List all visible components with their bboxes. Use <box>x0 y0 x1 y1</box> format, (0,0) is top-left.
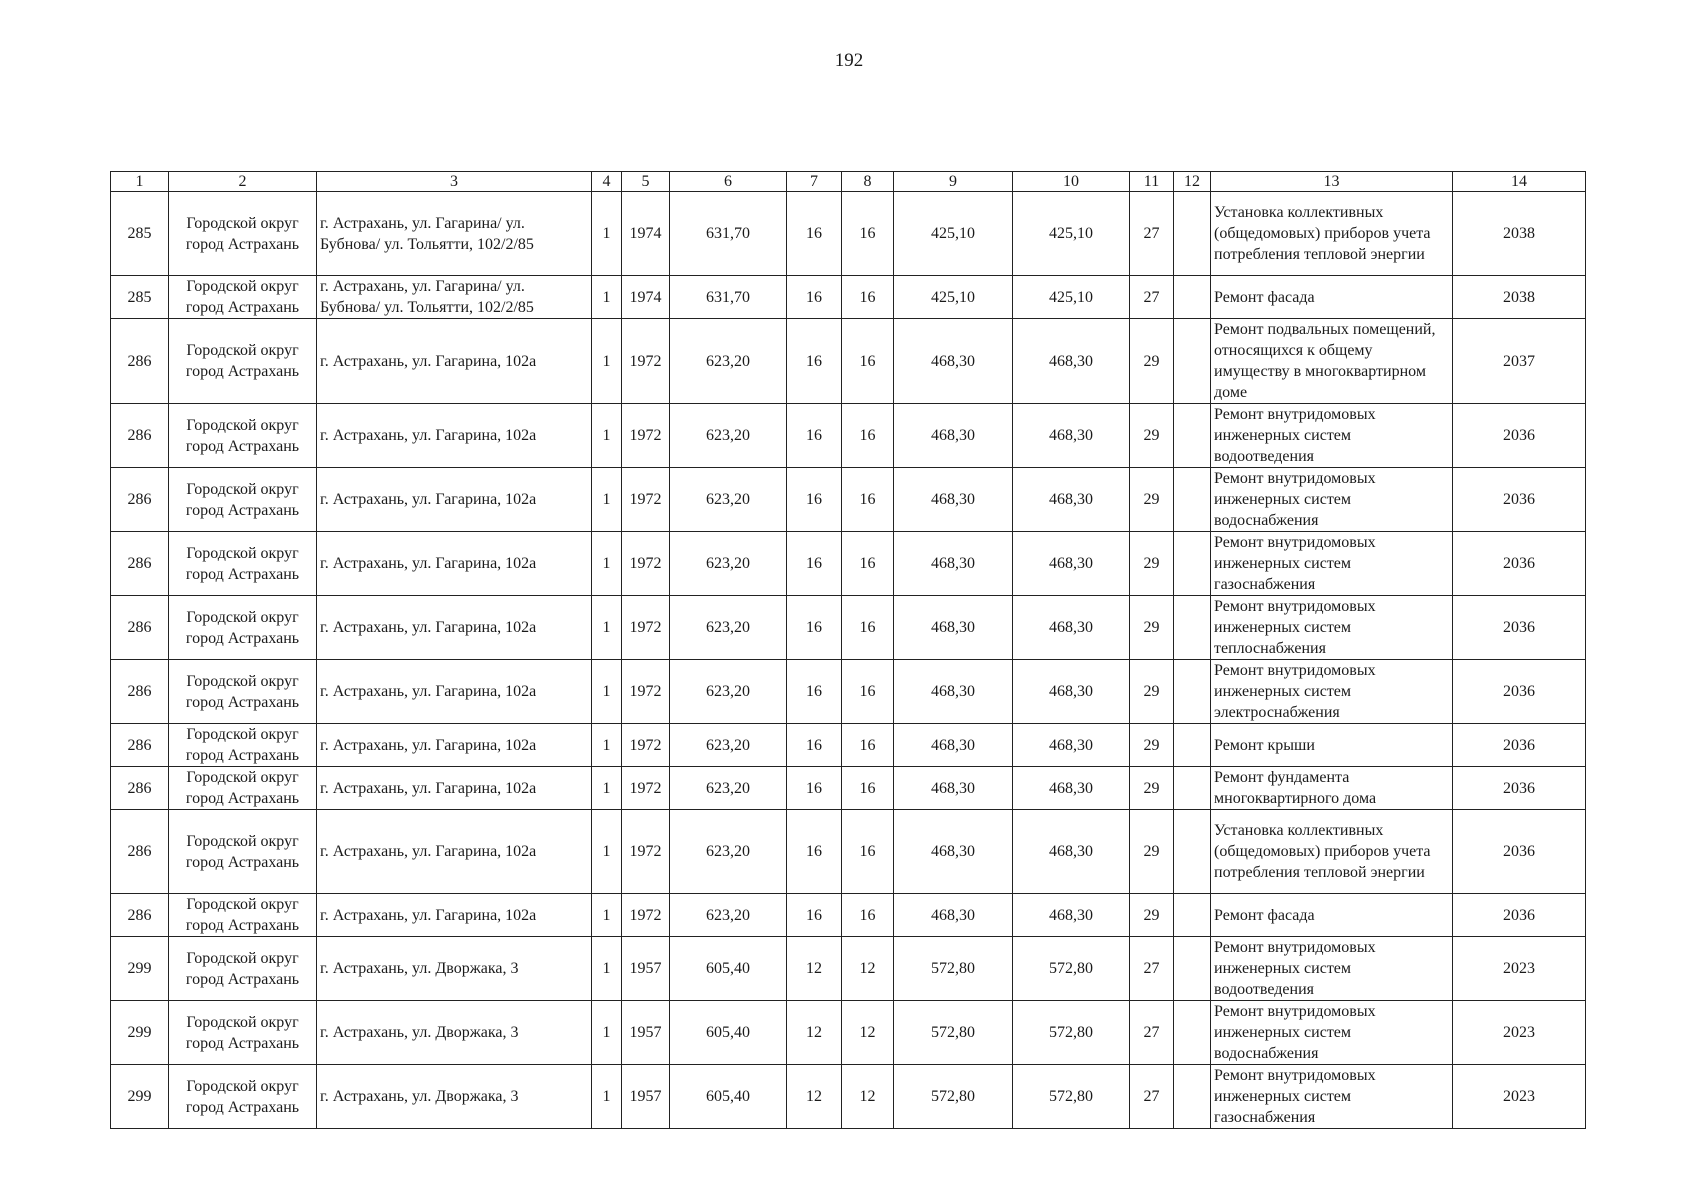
cell-work-type: Установка коллективных (общедомовых) приборов учета потребления тепловой энергии <box>1211 810 1453 894</box>
cell-residents: 29 <box>1130 724 1174 767</box>
cell-work-type: Ремонт фасада <box>1211 894 1453 937</box>
cell-planned-year: 2036 <box>1453 767 1586 810</box>
cell-living-area-owned: 468,30 <box>1013 660 1130 724</box>
cell-residents: 27 <box>1130 1001 1174 1065</box>
cell-extra <box>1174 319 1211 404</box>
cell-extra <box>1174 276 1211 319</box>
cell-living-area-owned: 425,10 <box>1013 192 1130 276</box>
cell-count: 1 <box>592 276 622 319</box>
cell-living-area: 468,30 <box>894 894 1013 937</box>
cell-planned-year: 2036 <box>1453 596 1586 660</box>
cell-address: г. Астрахань, ул. Дворжака, 3 <box>317 1065 592 1129</box>
cell-work-type: Ремонт внутридомовых инженерных систем водоотведения <box>1211 937 1453 1001</box>
cell-total-area: 623,20 <box>670 767 787 810</box>
cell-address: г. Астрахань, ул. Гагарина, 102а <box>317 660 592 724</box>
cell-residents: 27 <box>1130 937 1174 1001</box>
cell-extra <box>1174 532 1211 596</box>
cell-planned-year: 2036 <box>1453 660 1586 724</box>
cell-work-type: Ремонт внутридомовых инженерных систем водоснабжения <box>1211 468 1453 532</box>
column-header-4: 4 <box>592 172 622 192</box>
cell-total-area: 631,70 <box>670 276 787 319</box>
cell-year-built: 1974 <box>622 192 670 276</box>
cell-row-number: 286 <box>111 319 169 404</box>
cell-year-built: 1972 <box>622 660 670 724</box>
cell-living-area: 572,80 <box>894 1001 1013 1065</box>
cell-count: 1 <box>592 724 622 767</box>
cell-row-number: 286 <box>111 404 169 468</box>
cell-address: г. Астрахань, ул. Гагарина, 102а <box>317 894 592 937</box>
cell-living-area: 572,80 <box>894 937 1013 1001</box>
cell-floors-max: 12 <box>787 937 842 1001</box>
cell-floors-min: 16 <box>842 276 894 319</box>
cell-row-number: 286 <box>111 532 169 596</box>
table-row <box>111 1001 1586 1065</box>
table-row <box>111 468 1586 532</box>
cell-living-area-owned: 468,30 <box>1013 404 1130 468</box>
cell-municipality: Городской округ город Астрахань <box>169 404 317 468</box>
cell-municipality: Городской округ город Астрахань <box>169 810 317 894</box>
cell-living-area: 468,30 <box>894 319 1013 404</box>
cell-floors-max: 16 <box>787 319 842 404</box>
cell-extra <box>1174 1065 1211 1129</box>
cell-planned-year: 2023 <box>1453 1065 1586 1129</box>
cell-residents: 29 <box>1130 596 1174 660</box>
cell-work-type: Установка коллективных (общедомовых) приборов учета потребления тепловой энергии <box>1211 192 1453 276</box>
cell-row-number: 286 <box>111 724 169 767</box>
column-header-6: 6 <box>670 172 787 192</box>
column-header-12: 12 <box>1174 172 1211 192</box>
table-row <box>111 937 1586 1001</box>
cell-municipality: Городской округ город Астрахань <box>169 767 317 810</box>
cell-count: 1 <box>592 660 622 724</box>
table-row <box>111 660 1586 724</box>
cell-extra <box>1174 404 1211 468</box>
cell-count: 1 <box>592 894 622 937</box>
cell-count: 1 <box>592 767 622 810</box>
cell-planned-year: 2036 <box>1453 468 1586 532</box>
cell-planned-year: 2036 <box>1453 894 1586 937</box>
cell-total-area: 623,20 <box>670 810 787 894</box>
capital-repair-table <box>110 171 1586 1129</box>
cell-residents: 27 <box>1130 1065 1174 1129</box>
cell-work-type: Ремонт фундамента многоквартирного дома <box>1211 767 1453 810</box>
cell-planned-year: 2038 <box>1453 276 1586 319</box>
cell-living-area: 468,30 <box>894 404 1013 468</box>
cell-municipality: Городской округ город Астрахань <box>169 532 317 596</box>
cell-living-area: 572,80 <box>894 1065 1013 1129</box>
cell-work-type: Ремонт крыши <box>1211 724 1453 767</box>
table-row <box>111 596 1586 660</box>
cell-total-area: 623,20 <box>670 319 787 404</box>
cell-address: г. Астрахань, ул. Гагарина, 102а <box>317 404 592 468</box>
cell-work-type: Ремонт внутридомовых инженерных систем газоснабжения <box>1211 532 1453 596</box>
column-header-13: 13 <box>1211 172 1453 192</box>
cell-floors-min: 16 <box>842 532 894 596</box>
cell-living-area-owned: 468,30 <box>1013 894 1130 937</box>
cell-living-area: 468,30 <box>894 810 1013 894</box>
table-row <box>111 532 1586 596</box>
cell-floors-min: 12 <box>842 937 894 1001</box>
table-row <box>111 767 1586 810</box>
cell-row-number: 286 <box>111 660 169 724</box>
cell-row-number: 299 <box>111 937 169 1001</box>
cell-work-type: Ремонт внутридомовых инженерных систем электроснабжения <box>1211 660 1453 724</box>
cell-address: г. Астрахань, ул. Гагарина, 102а <box>317 468 592 532</box>
column-header-9: 9 <box>894 172 1013 192</box>
cell-count: 1 <box>592 404 622 468</box>
table-row <box>111 1065 1586 1129</box>
cell-year-built: 1957 <box>622 937 670 1001</box>
cell-total-area: 623,20 <box>670 894 787 937</box>
cell-residents: 29 <box>1130 660 1174 724</box>
cell-count: 1 <box>592 532 622 596</box>
cell-work-type: Ремонт внутридомовых инженерных систем водоотведения <box>1211 404 1453 468</box>
cell-municipality: Городской округ город Астрахань <box>169 1065 317 1129</box>
cell-total-area: 623,20 <box>670 404 787 468</box>
cell-living-area-owned: 425,10 <box>1013 276 1130 319</box>
cell-row-number: 286 <box>111 767 169 810</box>
cell-row-number: 286 <box>111 810 169 894</box>
cell-floors-min: 12 <box>842 1001 894 1065</box>
cell-count: 1 <box>592 468 622 532</box>
cell-total-area: 623,20 <box>670 468 787 532</box>
cell-municipality: Городской округ город Астрахань <box>169 276 317 319</box>
cell-address: г. Астрахань, ул. Гагарина, 102а <box>317 810 592 894</box>
cell-residents: 29 <box>1130 319 1174 404</box>
cell-municipality: Городской округ город Астрахань <box>169 1001 317 1065</box>
cell-floors-max: 16 <box>787 894 842 937</box>
cell-address: г. Астрахань, ул. Гагарина, 102а <box>317 724 592 767</box>
cell-planned-year: 2023 <box>1453 937 1586 1001</box>
cell-work-type: Ремонт фасада <box>1211 276 1453 319</box>
cell-floors-max: 16 <box>787 724 842 767</box>
cell-address: г. Астрахань, ул. Гагарина/ ул. Бубнова/ ул. Тольятти, 102/2/85 <box>317 192 592 276</box>
cell-living-area-owned: 468,30 <box>1013 532 1130 596</box>
cell-municipality: Городской округ город Астрахань <box>169 894 317 937</box>
cell-living-area-owned: 468,30 <box>1013 319 1130 404</box>
cell-count: 1 <box>592 810 622 894</box>
column-header-3: 3 <box>317 172 592 192</box>
cell-year-built: 1972 <box>622 468 670 532</box>
cell-extra <box>1174 937 1211 1001</box>
cell-living-area-owned: 572,80 <box>1013 937 1130 1001</box>
cell-count: 1 <box>592 192 622 276</box>
cell-floors-min: 16 <box>842 319 894 404</box>
cell-floors-max: 16 <box>787 192 842 276</box>
cell-living-area-owned: 468,30 <box>1013 724 1130 767</box>
cell-planned-year: 2036 <box>1453 810 1586 894</box>
cell-extra <box>1174 810 1211 894</box>
cell-municipality: Городской округ город Астрахань <box>169 660 317 724</box>
cell-floors-min: 12 <box>842 1065 894 1129</box>
cell-living-area: 468,30 <box>894 468 1013 532</box>
cell-floors-max: 16 <box>787 404 842 468</box>
cell-floors-min: 16 <box>842 192 894 276</box>
cell-living-area: 425,10 <box>894 276 1013 319</box>
table-body <box>111 192 1586 1129</box>
cell-living-area: 468,30 <box>894 532 1013 596</box>
cell-total-area: 605,40 <box>670 1065 787 1129</box>
table-row <box>111 894 1586 937</box>
cell-address: г. Астрахань, ул. Дворжака, 3 <box>317 937 592 1001</box>
cell-extra <box>1174 192 1211 276</box>
column-header-1: 1 <box>111 172 169 192</box>
cell-year-built: 1972 <box>622 767 670 810</box>
cell-living-area: 468,30 <box>894 660 1013 724</box>
cell-work-type: Ремонт внутридомовых инженерных систем водоснабжения <box>1211 1001 1453 1065</box>
cell-year-built: 1957 <box>622 1065 670 1129</box>
column-header-7: 7 <box>787 172 842 192</box>
cell-municipality: Городской округ город Астрахань <box>169 724 317 767</box>
cell-year-built: 1974 <box>622 276 670 319</box>
cell-planned-year: 2023 <box>1453 1001 1586 1065</box>
cell-address: г. Астрахань, ул. Гагарина, 102а <box>317 319 592 404</box>
cell-floors-max: 16 <box>787 532 842 596</box>
cell-residents: 29 <box>1130 532 1174 596</box>
cell-living-area: 468,30 <box>894 767 1013 810</box>
table-row <box>111 724 1586 767</box>
cell-floors-min: 16 <box>842 894 894 937</box>
cell-address: г. Астрахань, ул. Гагарина, 102а <box>317 532 592 596</box>
table-row <box>111 192 1586 276</box>
cell-floors-max: 16 <box>787 468 842 532</box>
cell-year-built: 1972 <box>622 724 670 767</box>
cell-extra <box>1174 724 1211 767</box>
cell-total-area: 623,20 <box>670 660 787 724</box>
cell-floors-max: 16 <box>787 596 842 660</box>
cell-extra <box>1174 894 1211 937</box>
cell-row-number: 286 <box>111 894 169 937</box>
cell-year-built: 1972 <box>622 404 670 468</box>
cell-total-area: 605,40 <box>670 937 787 1001</box>
cell-floors-min: 16 <box>842 468 894 532</box>
column-number-row <box>111 172 1586 192</box>
cell-floors-max: 16 <box>787 810 842 894</box>
cell-floors-max: 16 <box>787 767 842 810</box>
cell-planned-year: 2036 <box>1453 404 1586 468</box>
cell-count: 1 <box>592 596 622 660</box>
cell-residents: 27 <box>1130 276 1174 319</box>
cell-year-built: 1972 <box>622 319 670 404</box>
cell-count: 1 <box>592 937 622 1001</box>
column-header-2: 2 <box>169 172 317 192</box>
cell-work-type: Ремонт подвальных помещений, относящихся к общему имуществу в многоквартирном доме <box>1211 319 1453 404</box>
cell-floors-max: 16 <box>787 276 842 319</box>
cell-floors-min: 16 <box>842 810 894 894</box>
table-row <box>111 810 1586 894</box>
cell-municipality: Городской округ город Астрахань <box>169 937 317 1001</box>
cell-residents: 29 <box>1130 404 1174 468</box>
cell-planned-year: 2036 <box>1453 532 1586 596</box>
cell-year-built: 1972 <box>622 532 670 596</box>
cell-address: г. Астрахань, ул. Дворжака, 3 <box>317 1001 592 1065</box>
cell-living-area-owned: 468,30 <box>1013 810 1130 894</box>
cell-residents: 27 <box>1130 192 1174 276</box>
cell-living-area-owned: 572,80 <box>1013 1065 1130 1129</box>
cell-year-built: 1957 <box>622 1001 670 1065</box>
cell-living-area: 468,30 <box>894 596 1013 660</box>
cell-address: г. Астрахань, ул. Гагарина, 102а <box>317 767 592 810</box>
cell-extra <box>1174 660 1211 724</box>
cell-floors-min: 16 <box>842 767 894 810</box>
cell-living-area-owned: 572,80 <box>1013 1001 1130 1065</box>
cell-floors-min: 16 <box>842 660 894 724</box>
column-header-10: 10 <box>1013 172 1130 192</box>
cell-floors-min: 16 <box>842 724 894 767</box>
cell-planned-year: 2036 <box>1453 724 1586 767</box>
cell-residents: 29 <box>1130 894 1174 937</box>
cell-year-built: 1972 <box>622 810 670 894</box>
cell-living-area-owned: 468,30 <box>1013 596 1130 660</box>
cell-residents: 29 <box>1130 767 1174 810</box>
cell-total-area: 605,40 <box>670 1001 787 1065</box>
cell-year-built: 1972 <box>622 596 670 660</box>
cell-municipality: Городской округ город Астрахань <box>169 319 317 404</box>
cell-municipality: Городской округ город Астрахань <box>169 468 317 532</box>
table-row <box>111 319 1586 404</box>
cell-row-number: 299 <box>111 1065 169 1129</box>
cell-municipality: Городской округ город Астрахань <box>169 596 317 660</box>
cell-total-area: 623,20 <box>670 596 787 660</box>
cell-year-built: 1972 <box>622 894 670 937</box>
cell-work-type: Ремонт внутридомовых инженерных систем теплоснабжения <box>1211 596 1453 660</box>
cell-planned-year: 2037 <box>1453 319 1586 404</box>
cell-extra <box>1174 468 1211 532</box>
cell-total-area: 623,20 <box>670 532 787 596</box>
cell-residents: 29 <box>1130 468 1174 532</box>
page-number: 192 <box>834 50 864 71</box>
cell-floors-min: 16 <box>842 404 894 468</box>
column-header-14: 14 <box>1453 172 1586 192</box>
cell-floors-max: 12 <box>787 1065 842 1129</box>
cell-address: г. Астрахань, ул. Гагарина, 102а <box>317 596 592 660</box>
cell-planned-year: 2038 <box>1453 192 1586 276</box>
cell-floors-min: 16 <box>842 596 894 660</box>
cell-living-area: 425,10 <box>894 192 1013 276</box>
table-row <box>111 276 1586 319</box>
cell-row-number: 285 <box>111 192 169 276</box>
cell-floors-max: 12 <box>787 1001 842 1065</box>
column-header-11: 11 <box>1130 172 1174 192</box>
cell-row-number: 299 <box>111 1001 169 1065</box>
cell-extra <box>1174 1001 1211 1065</box>
cell-work-type: Ремонт внутридомовых инженерных систем газоснабжения <box>1211 1065 1453 1129</box>
column-header-5: 5 <box>622 172 670 192</box>
cell-total-area: 623,20 <box>670 724 787 767</box>
cell-row-number: 286 <box>111 468 169 532</box>
cell-row-number: 285 <box>111 276 169 319</box>
column-header-8: 8 <box>842 172 894 192</box>
cell-address: г. Астрахань, ул. Гагарина/ ул. Бубнова/ ул. Тольятти, 102/2/85 <box>317 276 592 319</box>
cell-municipality: Городской округ город Астрахань <box>169 192 317 276</box>
cell-residents: 29 <box>1130 810 1174 894</box>
cell-living-area-owned: 468,30 <box>1013 767 1130 810</box>
cell-count: 1 <box>592 319 622 404</box>
cell-extra <box>1174 767 1211 810</box>
cell-floors-max: 16 <box>787 660 842 724</box>
table-row <box>111 404 1586 468</box>
cell-extra <box>1174 596 1211 660</box>
cell-total-area: 631,70 <box>670 192 787 276</box>
cell-count: 1 <box>592 1001 622 1065</box>
cell-living-area: 468,30 <box>894 724 1013 767</box>
cell-living-area-owned: 468,30 <box>1013 468 1130 532</box>
cell-count: 1 <box>592 1065 622 1129</box>
cell-row-number: 286 <box>111 596 169 660</box>
